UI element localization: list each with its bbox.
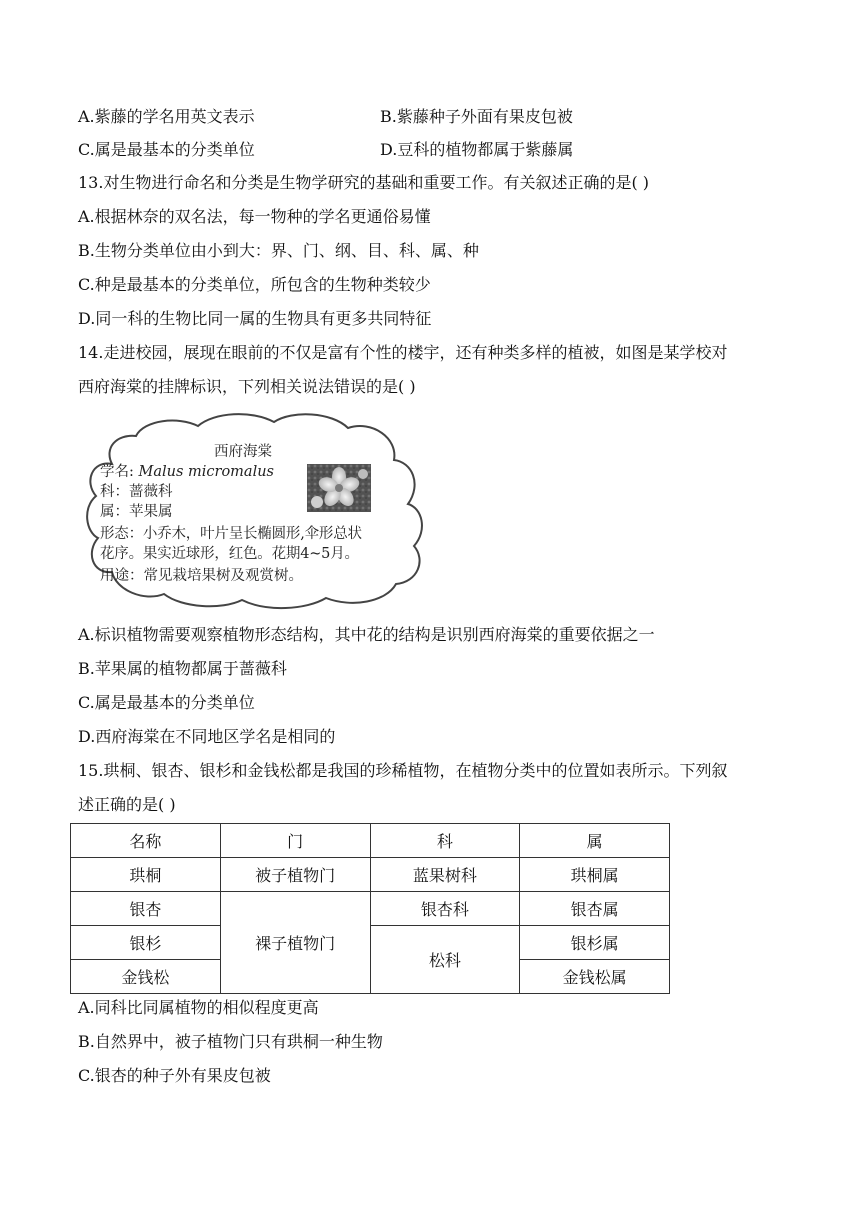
table-cell: 被子植物门 [220,858,370,892]
figure-scientific-name [100,462,274,482]
classification-table [70,823,670,994]
table-cell: 银杏 [71,892,221,926]
q13-option-b: B.生物分类单位由小到大：界、门、纲、目、科、属、种 [78,241,479,260]
q14-option-b: B.苹果属的植物都属于蔷薇科 [78,659,287,678]
table-cell: 金钱松 [71,960,221,994]
table-header: 属 [520,824,670,858]
q15-stem-line1: 15.珙桐、银杏、银杉和金钱松都是我国的珍稀植物，在植物分类中的位置如表所示。下列叙 [78,761,728,780]
q15-stem-line2: 述正确的是( ) [78,795,176,814]
q13-option-d: D.同一科的生物比同一属的生物具有更多共同特征 [78,309,432,328]
q14-stem-line1: 14.走进校园，展现在眼前的不仅是富有个性的楼宇，还有种类多样的植被，如图是某学校对 [78,343,728,362]
table-cell: 金钱松属 [520,960,670,994]
sci-name-value: Malus micromalus [138,464,274,480]
q15-option-b: B.自然界中，被子植物门只有珙桐一种生物 [78,1032,383,1051]
figure-morphology-line1: 形态：小乔木，叶片呈长椭圆形,伞形总状 [100,526,362,542]
table-header: 科 [370,824,520,858]
table-cell: 蓝果树科 [370,858,520,892]
figure-genus: 属：苹果属 [100,504,173,520]
q13-option-c: C.种是最基本的分类单位，所包含的生物种类较少 [78,275,431,294]
q12-option-d: D.豆科的植物都属于紫藤属 [380,140,574,159]
table-header: 名称 [71,824,221,858]
q14-option-a: A.标识植物需要观察植物形态结构，其中花的结构是识别西府海棠的重要依据之一 [78,625,655,644]
table-row [71,892,670,926]
figure-title: 西府海棠 [214,444,272,460]
figure-use: 用途：常见栽培果树及观赏树。 [100,568,303,584]
q12-option-a: A.紫藤的学名用英文表示 [78,107,255,126]
table-row [71,926,670,960]
table-cell: 珙桐属 [520,858,670,892]
q12-option-c: C.属是最基本的分类单位 [78,140,255,159]
q14-option-d: D.西府海棠在不同地区学名是相同的 [78,727,336,746]
table-cell: 银杏科 [370,892,520,926]
q15-option-c: C.银杏的种子外有果皮包被 [78,1066,271,1085]
plant-label-figure [82,412,428,612]
q14-stem-line2: 西府海棠的挂牌标识，下列相关说法错误的是( ) [78,377,416,396]
q15-option-a: A.同科比同属植物的相似程度更高 [78,998,319,1017]
q13-stem: 13.对生物进行命名和分类是生物学研究的基础和重要工作。有关叙述正确的是( ) [78,173,650,192]
q13-option-a: A.根据林奈的双名法，每一物种的学名更通俗易懂 [78,207,431,226]
table-cell: 银杏属 [520,892,670,926]
table-header-row [71,824,670,858]
q14-option-c: C.属是最基本的分类单位 [78,693,255,712]
q12-option-b: B.紫藤种子外面有果皮包被 [380,107,573,126]
figure-morphology-line2: 花序。果实近球形，红色。花期4~5月。 [100,546,359,562]
table-header: 门 [220,824,370,858]
table-row [71,858,670,892]
table-cell: 银杉 [71,926,221,960]
flower-photo-icon [307,464,371,512]
figure-family: 科：蔷薇科 [100,484,173,500]
table-cell-merged: 松科 [370,926,520,994]
sci-name-label: 学名: [100,464,134,480]
table-cell-merged: 裸子植物门 [220,892,370,994]
table-cell: 珙桐 [71,858,221,892]
table-cell: 银杉属 [520,926,670,960]
